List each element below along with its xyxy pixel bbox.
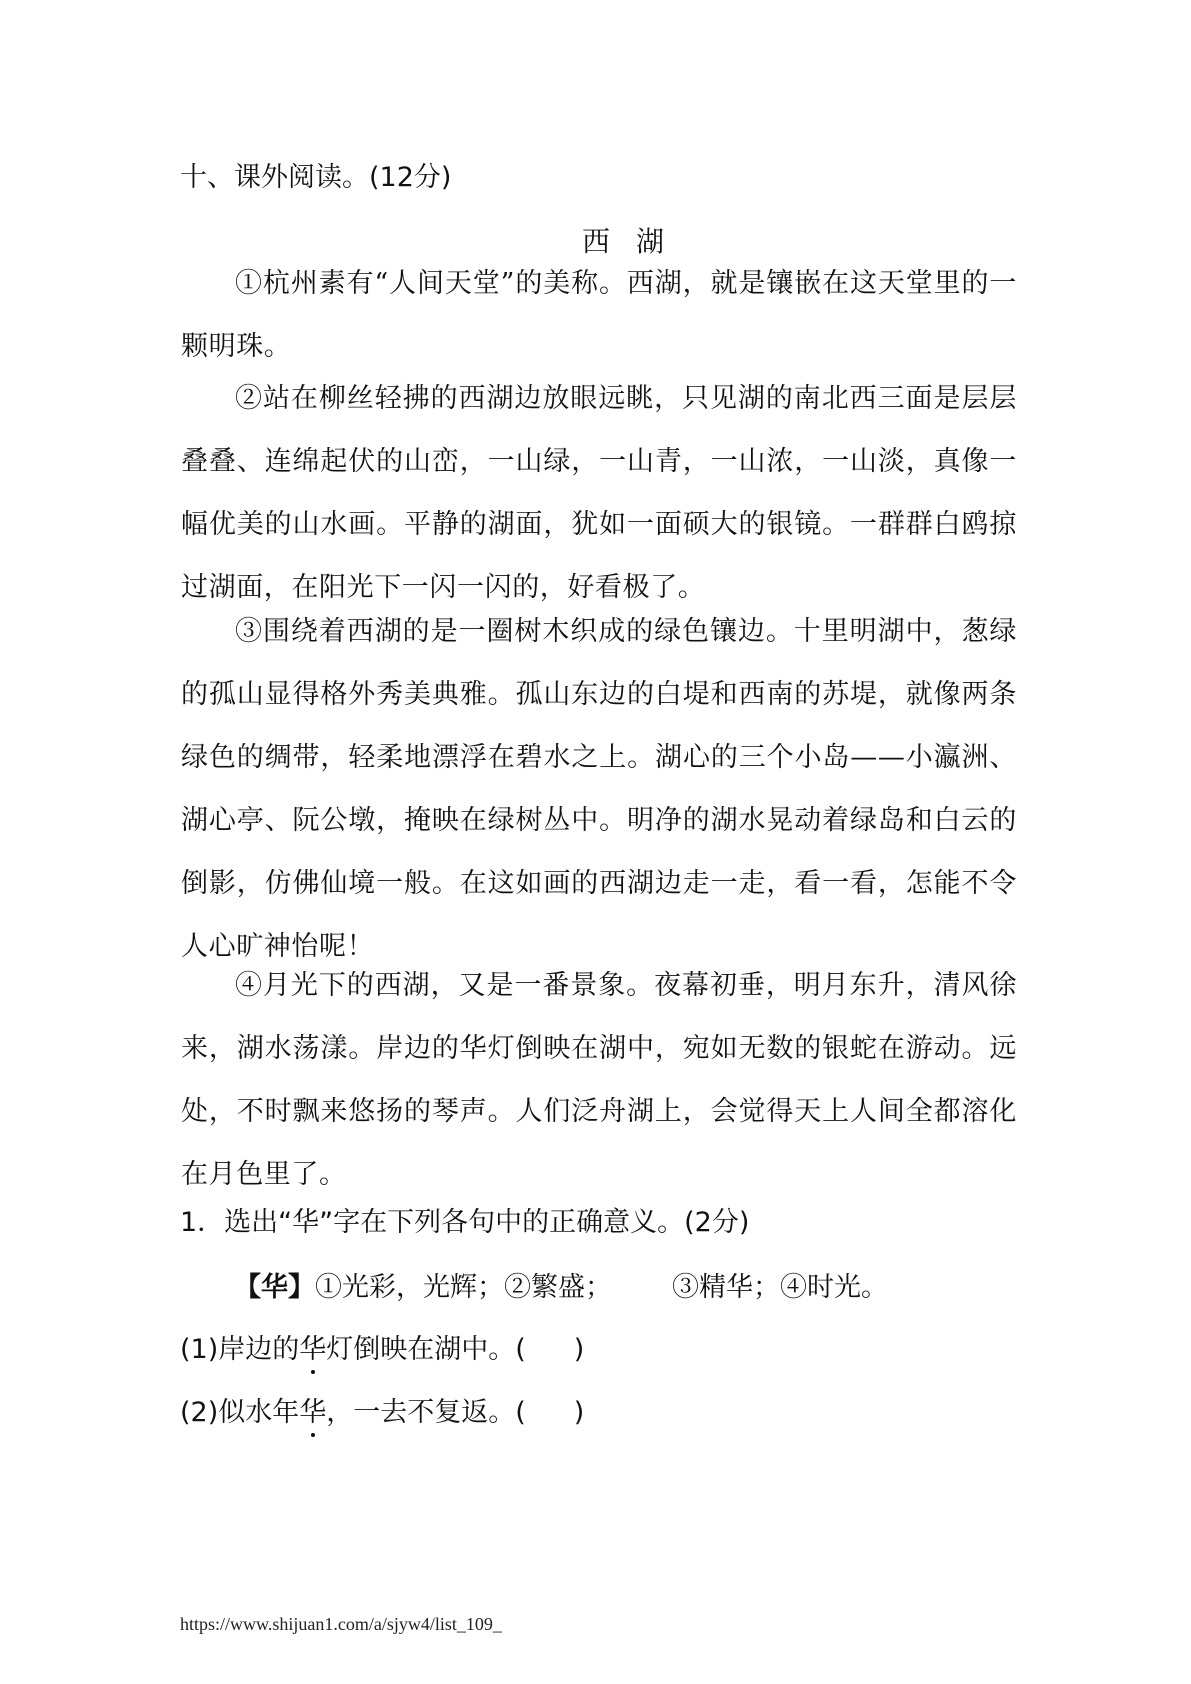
footer-url: https://www.shijuan1.com/a/sjyw4/list_109_ [180, 1614, 502, 1634]
passage-title: 西湖 [582, 225, 691, 258]
item-2-text-before: (2)似水年 [180, 1397, 300, 1428]
passage-paragraph-2: ②站在柳丝轻拂的西湖边放眼远眺，只见湖的南北西三面是层层叠叠、连绵起伏的山峦，一山绿，一山青，一山浓，一山淡，真像一幅优美的山水画。平静的湖面，犹如一面硕大的银镜。一群群白鸥掠过湖面，在阳光下一闪一闪的，好看极了。 [181, 383, 1017, 603]
question-1-definitions [234, 1265, 888, 1304]
item-2-close-paren: ) [573, 1397, 585, 1428]
definition-label: 【华】 [234, 1272, 315, 1303]
item-1-text-before: (1)岸边的 [180, 1334, 300, 1365]
definitions-part-a: ①光彩，光辉；②繁盛； [315, 1272, 612, 1303]
passage-paragraph-4: ④月光下的西湖，又是一番景象。夜幕初垂，明月东升，清风徐来，湖水荡漾。岸边的华灯倒映在湖中，宛如无数的银蛇在游动。远处，不时飘来悠扬的琴声。人们泛舟湖上，会觉得天上人间全都溶化在月色里了。 [181, 970, 1017, 1190]
question-1-item-1 [180, 1327, 584, 1366]
item-2-text-after: ，一去不复返。( [326, 1397, 526, 1428]
section-heading: 十、课外阅读。(12分) [180, 162, 452, 193]
definitions-part-b: ③精华；④时光。 [672, 1272, 888, 1303]
question-1-prompt: 1．选出“华”字在下列各句中的正确意义。(2分) [180, 1207, 750, 1238]
item-1-text-after: 灯倒映在湖中。( [326, 1334, 526, 1365]
question-1-item-2 [180, 1390, 584, 1429]
passage-paragraph-3: ③围绕着西湖的是一圈树木织成的绿色镶边。十里明湖中，葱绿的孤山显得格外秀美典雅。孤山东边的白堤和西南的苏堤，就像两条绿色的绸带，轻柔地漂浮在碧水之上。湖心的三个小岛——小瀛洲、湖心亭、阮公墩，掩映在绿树丛中。明净的湖水晃动着绿岛和白云的倒影，仿佛仙境一般。在这如画的西湖边走一走，看一看，怎能不令人心旷神怡呢！ [181, 616, 1017, 962]
passage-paragraph-1: ①杭州素有“人间天堂”的美称。西湖，就是镶嵌在这天堂里的一颗明珠。 [181, 268, 1017, 362]
item-1-close-paren: ) [573, 1334, 585, 1365]
item-1-emphasized-char: 华 [299, 1327, 326, 1366]
item-2-emphasized-char: 华 [299, 1390, 326, 1429]
